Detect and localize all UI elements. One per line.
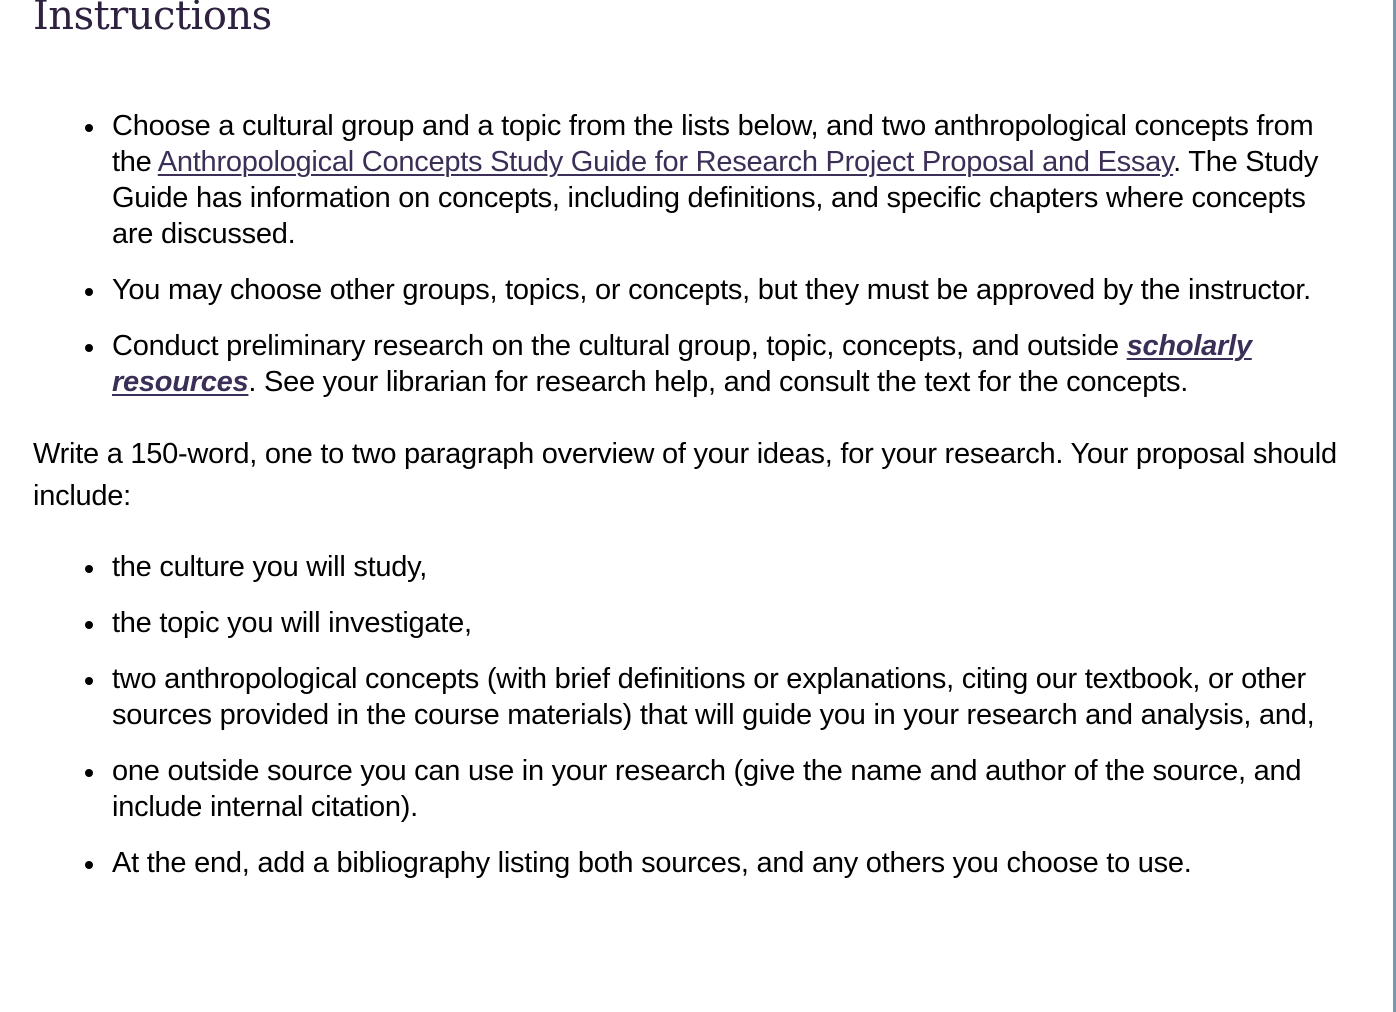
study-guide-link[interactable]: Anthropological Concepts Study Guide for Research Project Proposal and Essay	[157, 146, 1174, 178]
item-text: At the end, add a bibliography listing both sources, and any others you choose to use.	[112, 847, 1192, 879]
list-item	[33, 605, 1353, 641]
list-item	[33, 328, 1353, 400]
proposal-requirements-list	[33, 549, 1353, 881]
instructions-heading: Instructions	[33, 0, 272, 39]
item-text: the culture you will study,	[112, 551, 428, 583]
item-text: the topic you will investigate,	[112, 607, 472, 639]
instructions-content	[33, 0, 1353, 901]
item-text: one outside source you can use in your research (give the name and author of the source, and include internal citation).	[112, 755, 1302, 823]
list-item	[33, 753, 1353, 825]
item-text: . See your librarian for research help, and consult the text for the concepts.	[248, 366, 1189, 398]
bullet-icon	[85, 344, 93, 352]
bullet-icon	[85, 769, 93, 777]
bullet-icon	[85, 124, 93, 132]
item-text: . The Study Guide has information on concepts, including definitions, and specific chapters where concepts are discussed.	[112, 146, 1319, 250]
item-text: Conduct preliminary research on the cultural group, topic, concepts, and outside	[112, 330, 1127, 362]
list-item	[33, 272, 1353, 308]
list-item	[33, 108, 1353, 252]
item-text: You may choose other groups, topics, or concepts, but they must be approved by the instructor.	[112, 274, 1311, 306]
bullet-icon	[85, 861, 93, 869]
instruction-steps-list	[33, 108, 1353, 400]
item-text: two anthropological concepts (with brief definitions or explanations, citing our textbook, or other sources provided in the course materials) that will guide you in your research and analysis, and,	[112, 663, 1315, 731]
bullet-icon	[85, 621, 93, 629]
item-text: Choose a cultural group and a topic from the lists below, and two anthropological concepts from the	[112, 110, 1314, 178]
bullet-icon	[85, 565, 93, 573]
list-item	[33, 845, 1353, 881]
list-item	[33, 661, 1353, 733]
proposal-intro-paragraph: Write a 150-word, one to two paragraph overview of your ideas, for your research. Your proposal should include:	[33, 438, 1337, 512]
bullet-icon	[85, 288, 93, 296]
scholarly-resources-link[interactable]: scholarly resources	[112, 330, 1252, 398]
bullet-icon	[85, 677, 93, 685]
list-item	[33, 549, 1353, 585]
